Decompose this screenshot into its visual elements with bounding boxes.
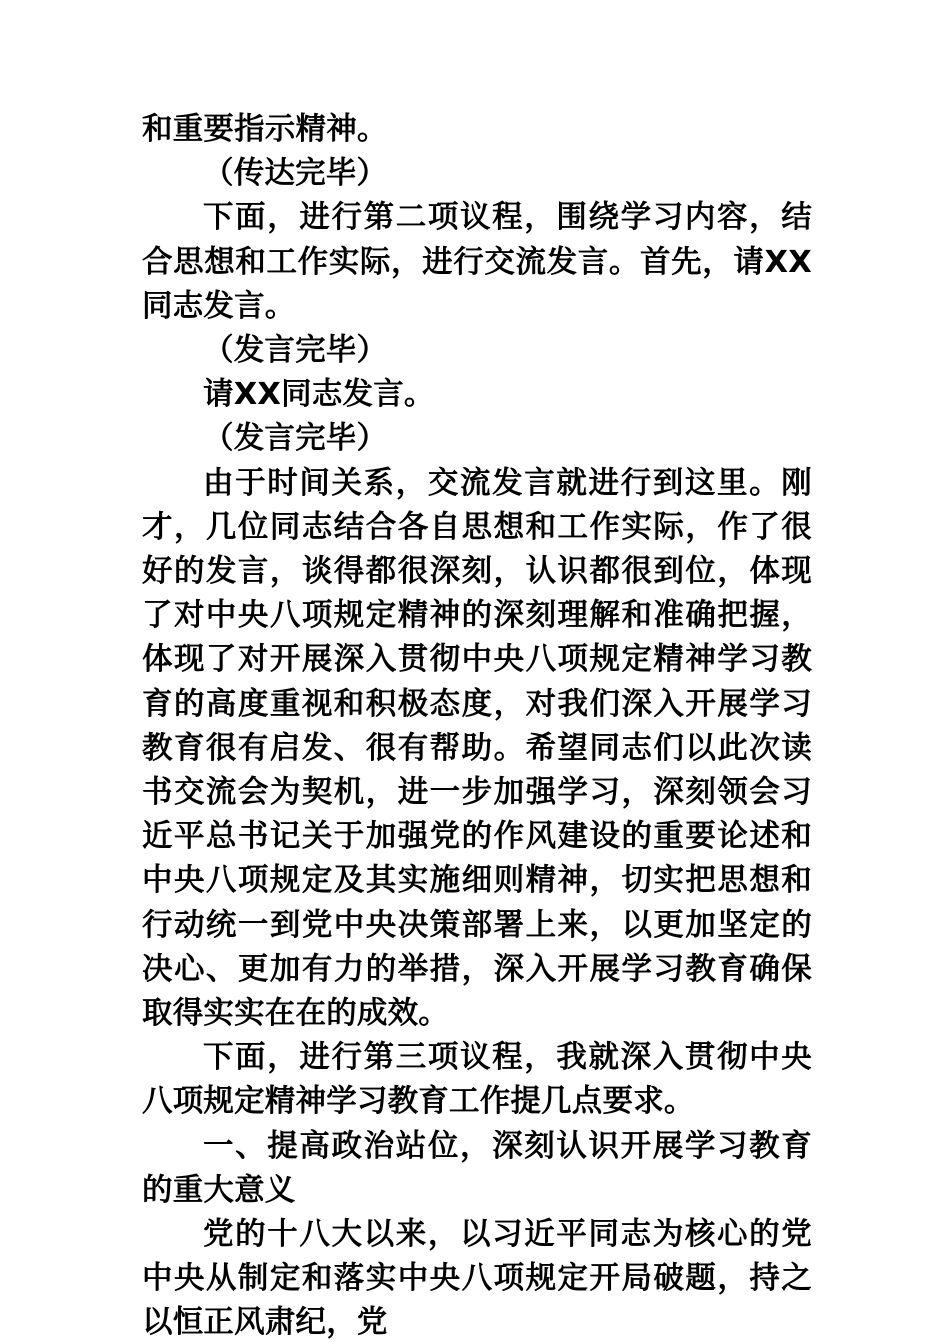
paragraph-summary-remarks: 由于时间关系，交流发言就进行到这里。刚才，几位同志结合各自思想和工作实际，作了很好的发言，谈得都很深刻，认识都很到位，体现了对中央八项规定精神的深刻理解和准确把握，体现了对开展深入贯彻中央八项规定精神学习教育的高度重视和积极态度，对我们深入开展学习教育很有启发、很有帮助。希望同志们以此次读书交流会为契机，进一步加强学习，深刻领会习近平总书记关于加强党的作风建设的重要论述和中央八项规定及其实施细则精神，切实把思想和行动统一到党中央决策部署上来，以更加坚定的决心、更加有力的举措，深入开展学习教育确保取得实实在在的成效。	[142, 465, 812, 1032]
document-text-body	[142, 108, 812, 1344]
paragraph-since-18th-congress: 党的十八大以来，以习近平同志为核心的党中央从制定和落实中央八项规定开局破题，持之以恒正风肃纪，党	[142, 1217, 812, 1341]
paragraph-second-agenda-item: 下面，进行第二项议程，围绕学习内容，结合思想和工作实际，进行交流发言。首先，请XX同志发言。	[142, 200, 812, 324]
paragraph-continuation-spirit: 和重要指示精神。	[142, 112, 388, 147]
paragraph-third-agenda-item: 下面，进行第三项议程，我就深入贯彻中央八项规定精神学习教育工作提几点要求。	[142, 1040, 812, 1120]
paragraph-transmission-complete: （传达完毕）	[203, 156, 388, 192]
paragraph-invite-next-speaker: 请XX同志发言。	[203, 377, 435, 413]
paragraph-speech-complete-second: （发言完毕）	[203, 421, 388, 457]
section-heading-one: 一、提高政治站位，深刻认识开展学习教育的重大意义	[142, 1128, 812, 1208]
paragraph-speech-complete-first: （发言完毕）	[203, 333, 388, 369]
